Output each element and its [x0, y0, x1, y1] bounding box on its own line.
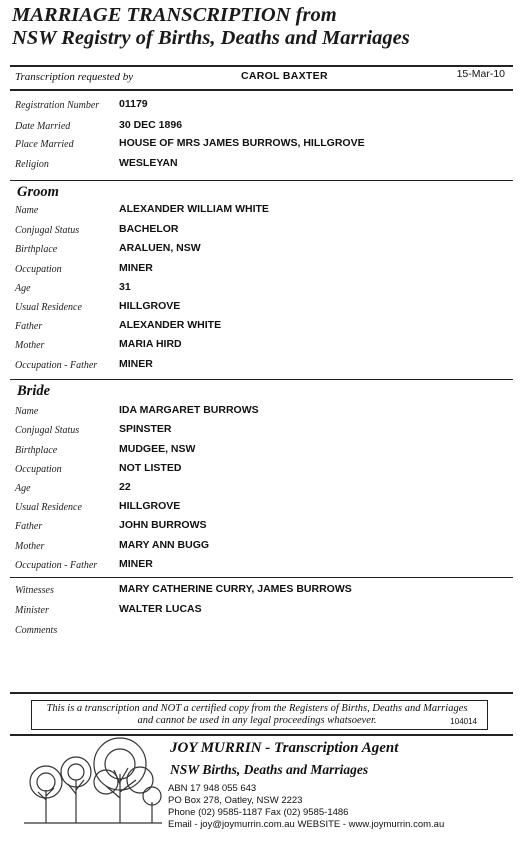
field-value: WALTER LUCAS — [119, 603, 202, 615]
field-label: Name — [15, 205, 39, 216]
field-value: HOUSE OF MRS JAMES BURROWS, HILLGROVE — [119, 137, 365, 149]
field-label: Birthplace — [15, 445, 58, 456]
minister-row — [15, 603, 505, 621]
trees-logo-icon — [22, 734, 164, 826]
agent-abn: ABN 17 948 055 643 — [168, 783, 257, 794]
request-date: 15-Mar-10 — [456, 68, 505, 80]
field-value: MINER — [119, 358, 153, 370]
field-label: Mother — [15, 541, 45, 552]
field-label: Usual Residence — [15, 502, 82, 513]
field-value: MINER — [119, 262, 153, 274]
field-label: Minister — [15, 605, 49, 616]
rule-top — [10, 65, 513, 67]
bride-father-occupation-row — [15, 558, 505, 576]
rule-request — [10, 89, 513, 91]
field-value: 30 DEC 1896 — [119, 119, 183, 131]
title-line-2: NSW Registry of Births, Deaths and Marriages — [12, 27, 410, 49]
field-label: Age — [15, 283, 31, 294]
field-label: Father — [15, 521, 43, 532]
field-label: Usual Residence — [15, 302, 82, 313]
field-value: MARY CATHERINE CURRY, JAMES BURROWS — [119, 583, 352, 595]
disclaimer-text: This is a transcription and NOT a certified copy from the Registers of Births, Deaths and Marriages and cannot be used in any legal proceedings whatsoever. — [46, 703, 468, 726]
agent-phone: Phone (02) 9585-1187 Fax (02) 9585-1486 — [168, 807, 349, 818]
field-value: MARY ANN BUGG — [119, 539, 210, 551]
field-value: ALEXANDER WILLIAM WHITE — [119, 203, 269, 215]
bride-occupation-row — [15, 462, 505, 480]
groom-father-occupation-row — [15, 358, 505, 376]
field-label: Date Married — [15, 121, 71, 132]
groom-age-row — [15, 281, 505, 299]
field-value: HILLGROVE — [119, 300, 181, 312]
request-name: CAROL BAXTER — [241, 70, 328, 82]
groom-conjugal-row — [15, 223, 505, 241]
bride-residence-row — [15, 500, 505, 518]
field-value: 01179 — [119, 98, 148, 110]
title-line-1: MARRIAGE TRANSCRIPTION from — [12, 4, 337, 26]
field-label: Place Married — [15, 139, 74, 150]
field-value: SPINSTER — [119, 423, 172, 435]
field-label: Occupation - Father — [15, 360, 98, 371]
agent-subtitle: NSW Births, Deaths and Marriages — [170, 762, 369, 777]
field-value: ALEXANDER WHITE — [119, 319, 222, 331]
groom-father-row — [15, 319, 505, 337]
request-row — [15, 68, 505, 86]
agent-email-website: Email - joy@joymurrin.com.au WEBSITE - www.joymurrin.com.au — [168, 819, 445, 830]
field-value: JOHN BURROWS — [119, 519, 207, 531]
field-label: Occupation — [15, 264, 62, 275]
field-label: Religion — [15, 159, 49, 170]
religion-row — [15, 157, 505, 175]
bride-birthplace-row — [15, 443, 505, 461]
bride-age-row — [15, 481, 505, 499]
field-label: Birthplace — [15, 244, 58, 255]
comments-row — [15, 623, 505, 641]
groom-heading: Groom — [17, 184, 59, 200]
field-value: MINER — [119, 558, 153, 570]
field-label: Father — [15, 321, 43, 332]
groom-occupation-row — [15, 262, 505, 280]
place-married-row — [15, 137, 505, 155]
field-label: Mother — [15, 340, 45, 351]
field-value: IDA MARGARET BURROWS — [119, 404, 259, 416]
groom-name-row — [15, 203, 505, 221]
field-value: WESLEYAN — [119, 157, 178, 169]
field-label: Registration Number — [15, 100, 100, 111]
agent-name-suffix: - Transcription Agent — [261, 740, 399, 756]
groom-birthplace-row — [15, 242, 505, 260]
rule-groom — [10, 180, 513, 181]
agent-heading — [170, 740, 398, 757]
field-label: Name — [15, 406, 39, 417]
field-value: ARALUEN, NSW — [119, 242, 201, 254]
groom-residence-row — [15, 300, 505, 318]
field-value: NOT LISTED — [119, 462, 182, 474]
field-label: Occupation - Father — [15, 560, 98, 571]
agent-po-box: PO Box 278, Oatley, NSW 2223 — [168, 795, 303, 806]
agent-name: JOY MURRIN — [170, 740, 262, 756]
disclaimer-code: 104014 — [450, 717, 477, 726]
request-label: Transcription requested by — [15, 71, 134, 83]
rule-footer — [10, 692, 513, 694]
disclaimer-box — [31, 700, 488, 730]
bride-mother-row — [15, 539, 505, 557]
bride-conjugal-row — [15, 423, 505, 441]
field-label: Comments — [15, 625, 58, 636]
rule-witnesses — [10, 577, 513, 578]
witnesses-row — [15, 583, 505, 601]
document-title — [12, 4, 512, 50]
field-value: 22 — [119, 481, 131, 493]
field-label: Witnesses — [15, 585, 54, 596]
rule-bride — [10, 379, 513, 380]
field-label: Occupation — [15, 464, 62, 475]
date-married-row — [15, 119, 505, 137]
field-label: Age — [15, 483, 31, 494]
field-label: Conjugal Status — [15, 425, 80, 436]
bride-father-row — [15, 519, 505, 537]
bride-heading: Bride — [17, 383, 51, 399]
field-value: HILLGROVE — [119, 500, 181, 512]
groom-mother-row — [15, 338, 505, 356]
field-value: BACHELOR — [119, 223, 179, 235]
bride-name-row — [15, 404, 505, 422]
field-label: Conjugal Status — [15, 225, 80, 236]
field-value: 31 — [119, 281, 131, 293]
field-value: MUDGEE, NSW — [119, 443, 196, 455]
registration-number-row — [15, 98, 505, 116]
field-value: MARIA HIRD — [119, 338, 182, 350]
